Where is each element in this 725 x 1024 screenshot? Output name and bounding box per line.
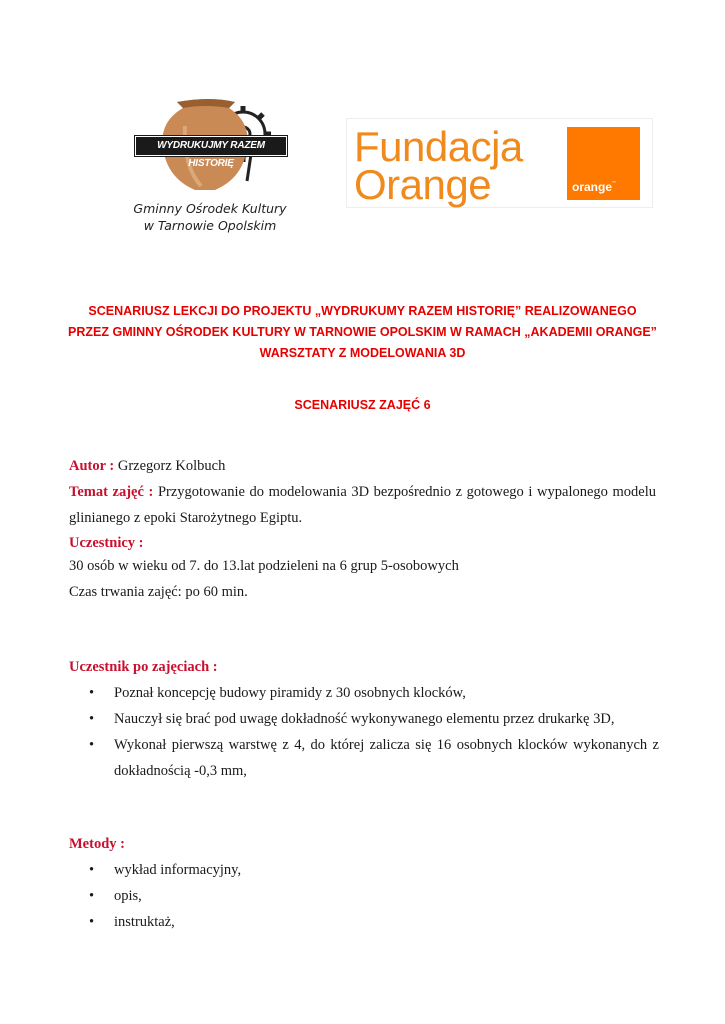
bullet: • (89, 862, 95, 878)
fundacja-orange-logo (348, 118, 548, 208)
orange-brand-square (567, 127, 640, 200)
topic-paragraph (69, 479, 656, 531)
scenario-subtitle: SCENARIUSZ ZAJĘĆ 6 (294, 398, 431, 412)
title-line-2: PRZEZ GMINNY OŚRODEK KULTURY W TARNOWIE OPOLSKIM W RAMACH „AKADEMII ORANGE” (68, 325, 657, 339)
logo-banner: WYDRUKUJMY RAZEM HISTORIĘ (135, 136, 287, 156)
orange-square-label: orange™ (572, 180, 617, 194)
bullet: • (89, 737, 95, 753)
fundacja-text: Fundacja (354, 123, 523, 170)
orange-text: Orange (354, 161, 492, 208)
list-item: • opis, (69, 883, 659, 909)
methods-list (69, 857, 659, 935)
author-value: Grzegorz Kolbuch (114, 458, 226, 474)
duration-line: Czas trwania zajęć: po 60 min. (69, 584, 248, 600)
list-item: • instruktaż, (69, 909, 659, 935)
logo-caption-line1: Gminny Ośrodek Kultury (133, 201, 287, 216)
bullet: • (89, 685, 95, 701)
title-line-1: SCENARIUSZ LEKCJI DO PROJEKTU „WYDRUKUMY RAZEM HISTORIĘ” REALIZOWANEGO (88, 304, 637, 318)
list-item: • Nauczył się brać pod uwagę dokładność wykonywanego elementu przez drukarkę 3D, (69, 706, 659, 732)
participants-value: 30 osób w wieku od 7. do 13.lat podzieleni na 6 grup 5-osobowych (69, 558, 459, 574)
bullet: • (89, 914, 95, 930)
methods-label: Metody : (69, 836, 125, 852)
bullet: • (89, 888, 95, 904)
list-item: • Poznał koncepcję budowy piramidy z 30 osobnych klocków, (69, 680, 659, 706)
logo-caption-line2: w Tarnowie Opolskim (143, 218, 277, 233)
topic-label: Temat zajęć : (69, 484, 154, 500)
list-item: • Wykonał pierwszą warstwę z 4, do której zalicza się 16 osobnych klocków wykonanych z dokładnością -0,3 mm, (69, 732, 659, 784)
author-line (69, 453, 656, 479)
participants-label: Uczestnicy : (69, 535, 144, 551)
gok-logo (125, 96, 295, 236)
author-label: Autor : (69, 458, 115, 474)
title-line-3: WARSZTATY Z MODELOWANIA 3D (259, 346, 466, 360)
outcomes-label: Uczestnik po zajęciach : (69, 659, 218, 675)
list-item: • wykład informacyjny, (69, 857, 659, 883)
bullet: • (89, 711, 95, 727)
outcomes-list (69, 680, 659, 784)
topic-value: Przygotowanie do modelowania 3D bezpośrednio z gotowego i wypalonego modelu glinianego z epoki Starożytnego Egiptu. (69, 484, 656, 526)
logo-caption (125, 200, 295, 234)
